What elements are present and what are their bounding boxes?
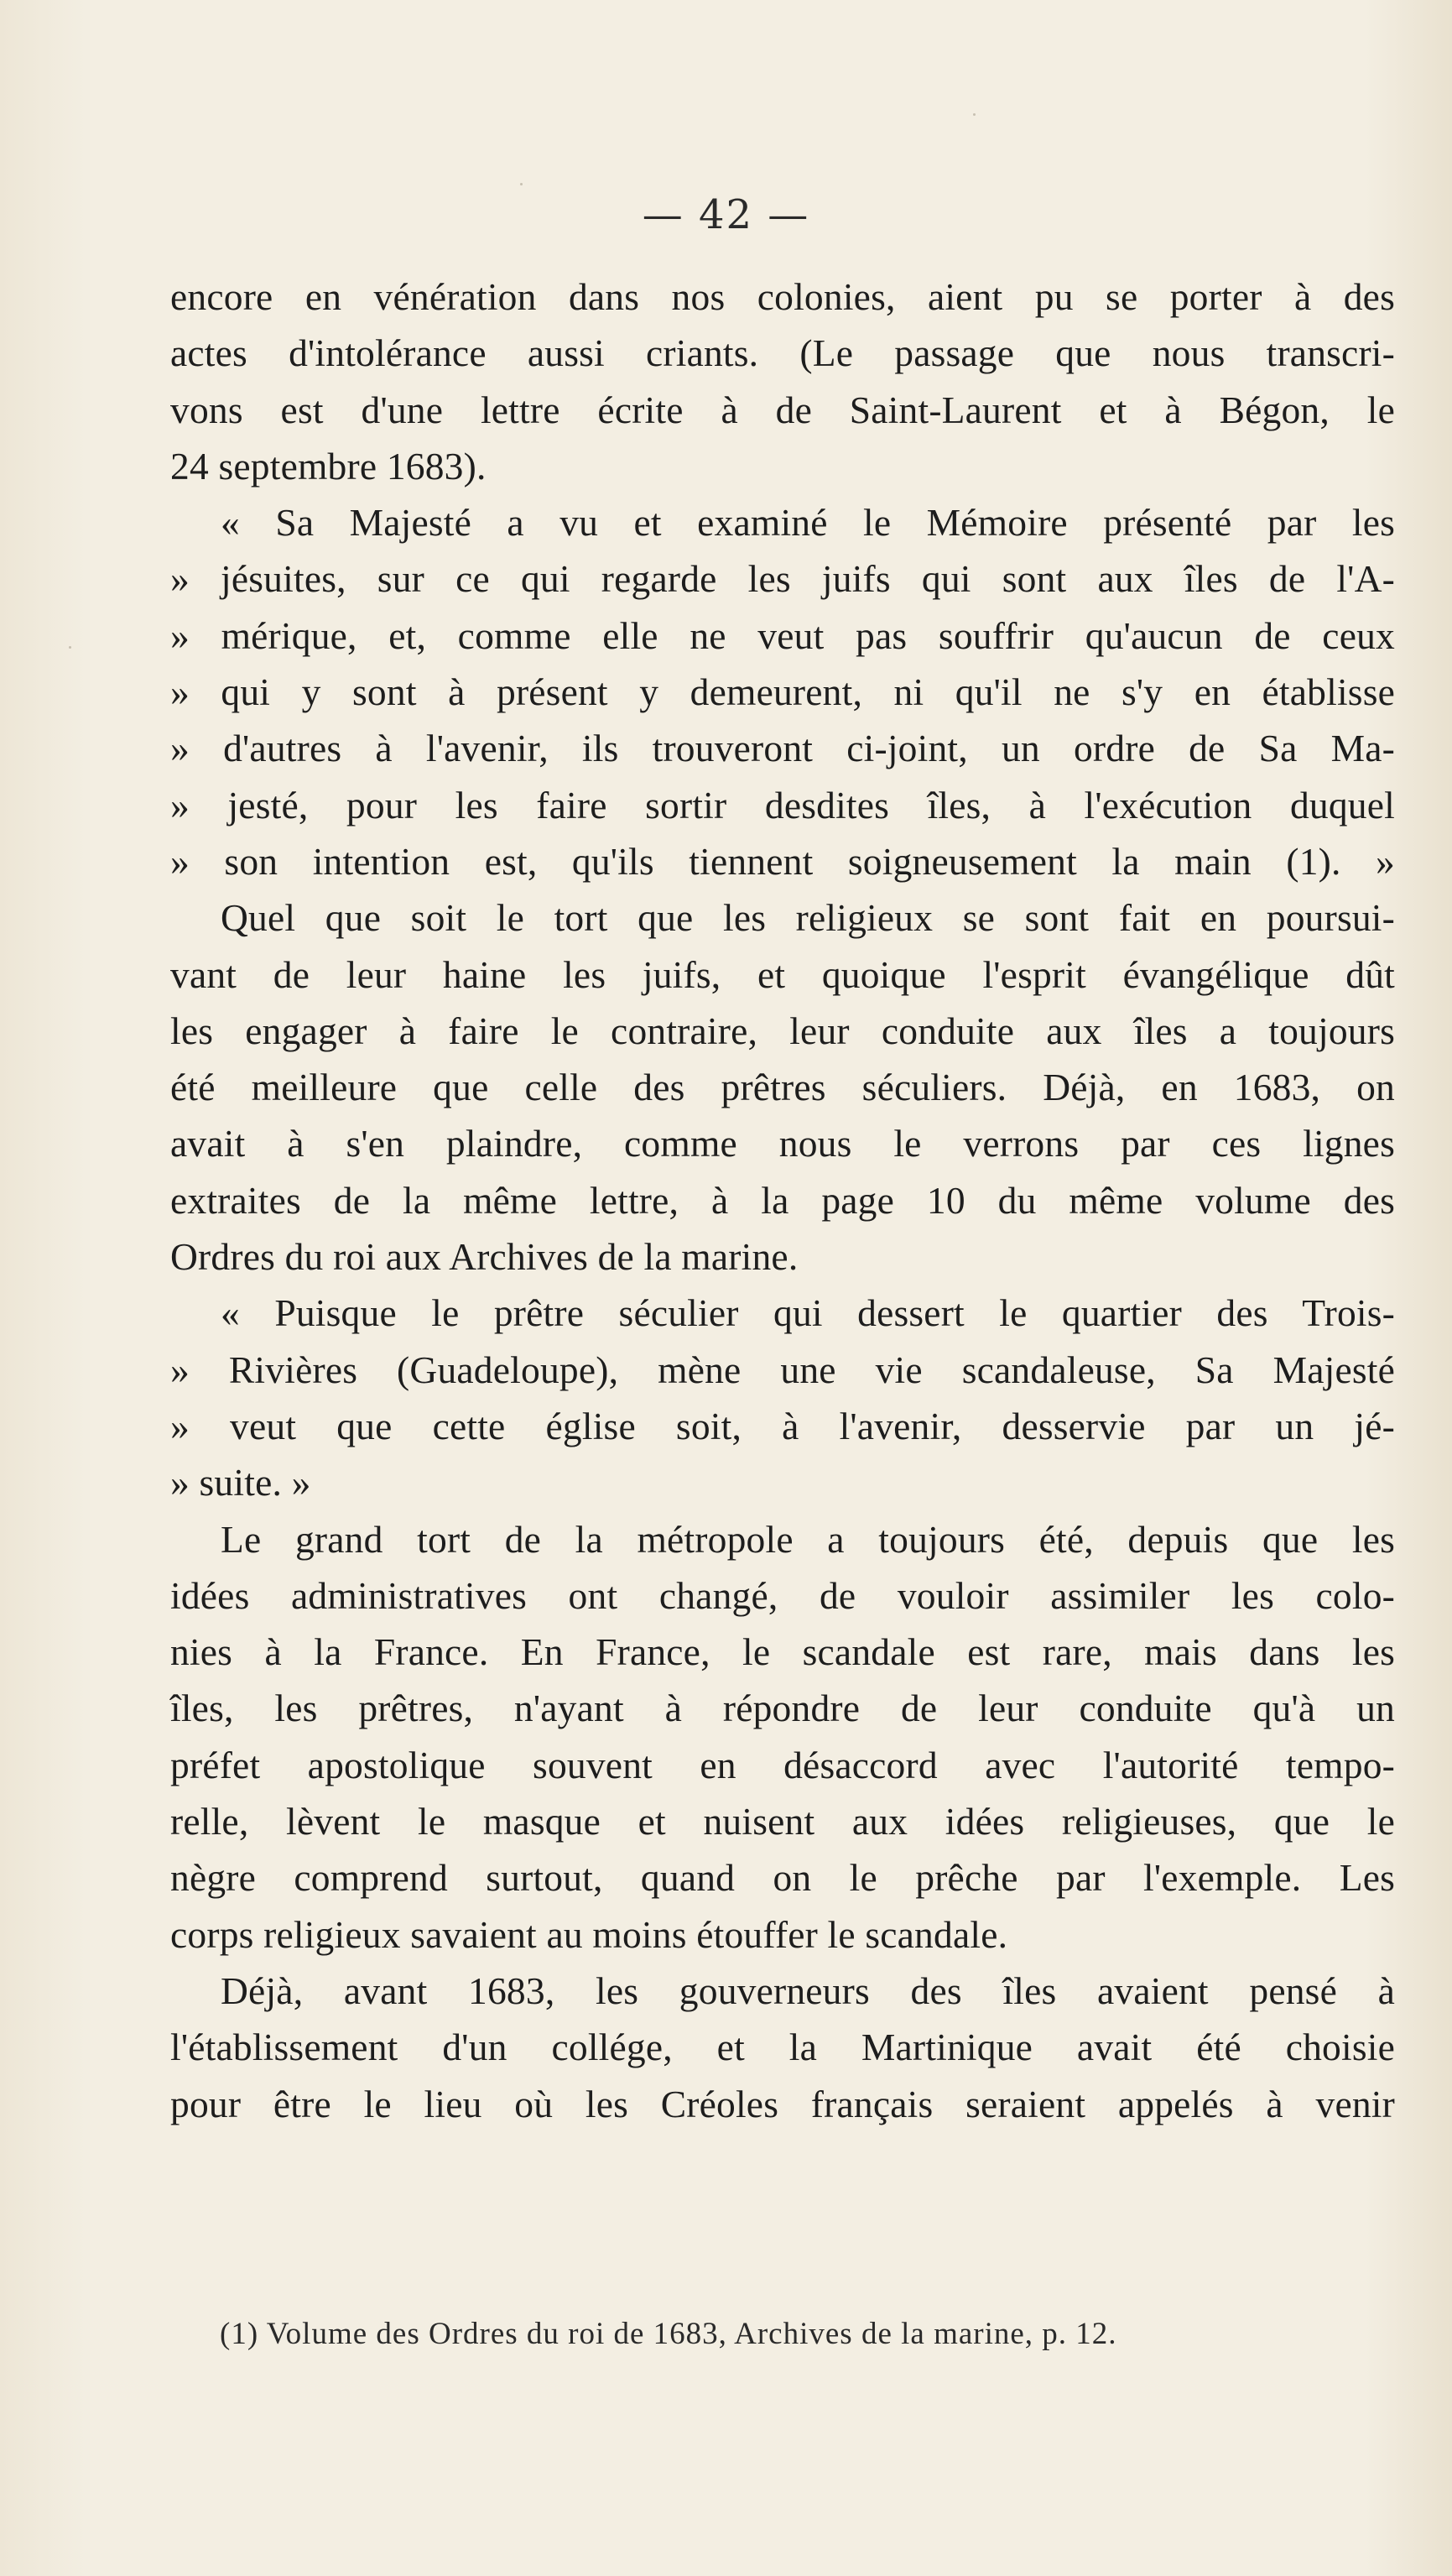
text-line: été meilleure que celle des prêtres séculiers. Déjà, en 1683, on xyxy=(170,1066,1395,1109)
text-line: pour être le lieu où les Créoles français seraient appelés à venir xyxy=(170,2082,1395,2125)
text-line: corps religieux savaient au moins étouffer le scandale. xyxy=(170,1912,1008,1956)
quote-line: « Sa Majesté a vu et examiné le Mémoire présenté par les xyxy=(221,501,1395,545)
text-line: les engager à faire le contraire, leur conduite aux îles a toujours xyxy=(170,1009,1395,1052)
quote-line: » son intention est, qu'ils tiennent soigneusement la main (1). » xyxy=(170,839,1395,883)
text-line: actes d'intolérance aussi criants. (Le passage que nous transcri- xyxy=(170,331,1395,375)
quote-line: » suite. » xyxy=(170,1461,311,1504)
text-line: vant de leur haine les juifs, et quoique l'esprit évangélique dût xyxy=(170,952,1395,996)
quote-line: » jesté, pour les faire sortir desdites îles, à l'exécution duquel xyxy=(170,783,1395,827)
quote-line: » jésuites, sur ce qui regarde les juifs qui sont aux îles de l'A- xyxy=(170,557,1395,601)
text-line: relle, lèvent le masque et nuisent aux idées religieuses, que le xyxy=(170,1800,1395,1843)
quote-line: » Rivières (Guadeloupe), mène une vie scandaleuse, Sa Majesté xyxy=(170,1348,1395,1391)
body-text xyxy=(170,269,1395,2132)
text-line: vons est d'une lettre écrite à de Saint-Laurent et à Bégon, le xyxy=(170,388,1395,431)
text-line: Ordres du roi aux Archives de la marine. xyxy=(170,1235,799,1279)
text-line: nies à la France. En France, le scandale est rare, mais dans les xyxy=(170,1630,1395,1674)
text-line: idées administratives ont changé, de vouloir assimiler les colo- xyxy=(170,1573,1395,1617)
text-line: îles, les prêtres, n'ayant à répondre de leur conduite qu'à un xyxy=(170,1687,1395,1730)
paper-speck xyxy=(973,113,976,116)
text-line: encore en vénération dans nos colonies, aient pu se porter à des xyxy=(170,275,1395,318)
page-number: — 42 — xyxy=(642,191,810,238)
text-line: l'établissement d'un collége, et la Martinique avait été choisie xyxy=(170,2026,1395,2069)
text-line: extraites de la même lettre, à la page 10 du même volume des xyxy=(170,1178,1395,1222)
paper-speck xyxy=(69,646,71,649)
quote-line: » mérique, et, comme elle ne veut pas souffrir qu'aucun de ceux xyxy=(170,613,1395,657)
quote-line: » d'autres à l'avenir, ils trouveront ci-joint, un ordre de Sa Ma- xyxy=(170,727,1395,770)
quote-line: » qui y sont à présent y demeurent, ni qu'il ne s'y en établisse xyxy=(170,670,1395,714)
quote-line: » veut que cette église soit, à l'avenir, desservie par un jé- xyxy=(170,1404,1395,1447)
quote-line: « Puisque le prêtre séculier qui dessert le quartier des Trois- xyxy=(221,1291,1395,1335)
text-line: Déjà, avant 1683, les gouverneurs des îles avaient pensé à xyxy=(221,1969,1395,2012)
paper-speck xyxy=(520,183,523,185)
footnote: (1) Volume des Ordres du roi de 1683, Archives de la marine, p. 12. xyxy=(220,2317,1117,2351)
text-line: Le grand tort de la métropole a toujours été, depuis que les xyxy=(221,1517,1395,1561)
text-line: Quel que soit le tort que les religieux se sont fait en poursui- xyxy=(221,896,1395,940)
text-line: 24 septembre 1683). xyxy=(170,444,487,488)
text-line: avait à s'en plaindre, comme nous le verrons par ces lignes xyxy=(170,1122,1395,1165)
text-line: préfet apostolique souvent en désaccord avec l'autorité tempo- xyxy=(170,1743,1395,1786)
text-line: nègre comprend surtout, quand on le prêche par l'exemple. Les xyxy=(170,1856,1395,1900)
